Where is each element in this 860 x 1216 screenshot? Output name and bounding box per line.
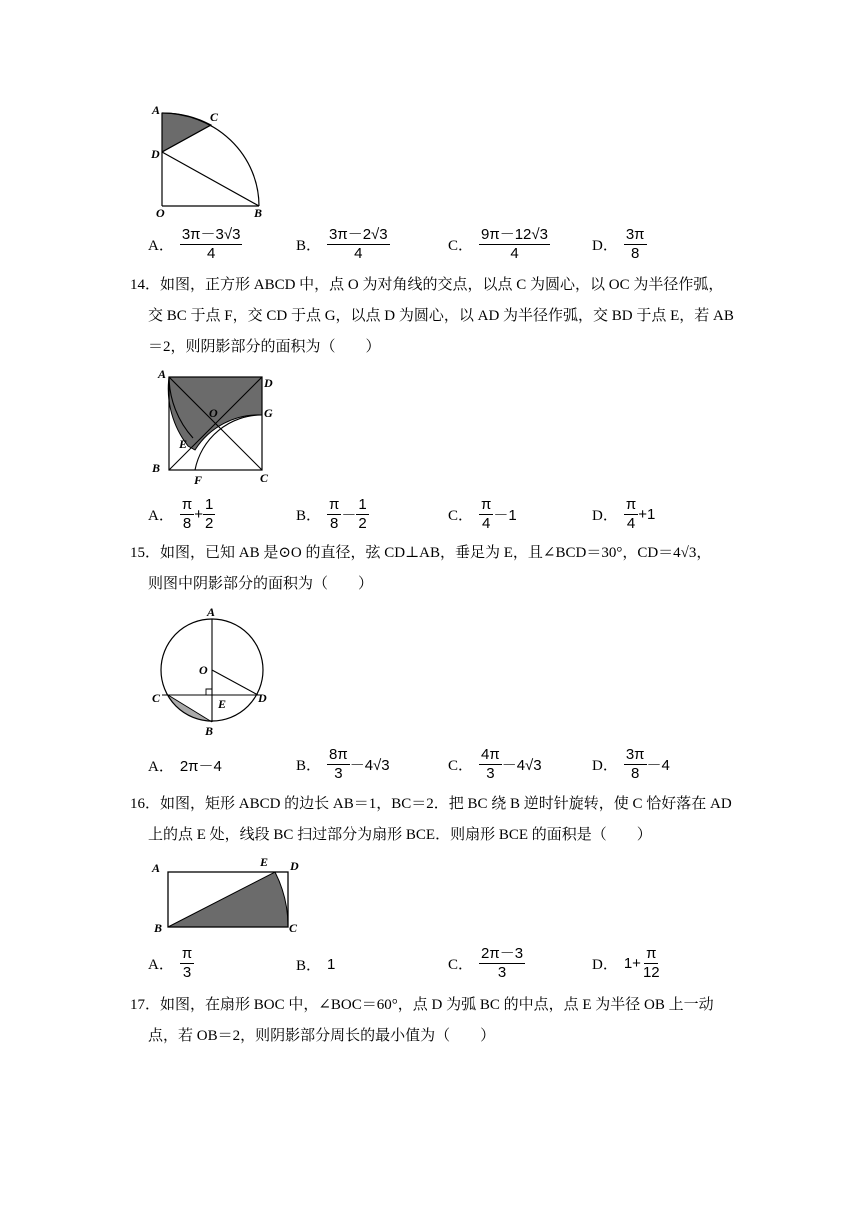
q15-label-a: A [207,605,216,619]
q14-label-g: G [264,406,273,420]
q15-text [130,538,750,600]
q16-option-d: D． 1+ $\frac{\pi}{12}$ [592,945,660,981]
q13-label-b: B [254,206,263,220]
q17-text [130,990,750,1052]
q15-label-o: O [199,663,208,677]
q13-figure [148,100,278,220]
q14-option-d: D． $\frac{\pi}{4}$ +1 [592,496,656,532]
q16-label-e: E [260,855,269,869]
q13-label-c: C [210,110,219,124]
q16-option-b: B． 1 [296,956,336,974]
q15-line-1: 15．如图，已知 AB 是⊙O 的直径，弦 CD⊥AB，垂足为 E，且∠BCD＝30°，CD＝4√3， [130,545,712,561]
q15-label-e: E [218,697,227,711]
q16-label-d: D [290,859,299,873]
q13-label-o: O [156,206,165,220]
q16-option-c: C． $\frac{2\pi-3}{3}$ [448,945,524,981]
q14-option-c: C． $\frac{\pi}{4}$ －1 [448,496,517,532]
q16-line-1: 16．如图，矩形 ABCD 的边长 AB＝1，BC＝2．把 BC 绕 B 逆时针旋转，使 C 恰好落在 AD [130,796,732,812]
q15-label-b: B [205,724,214,738]
q16-figure [148,852,308,940]
q15-label-d: D [258,691,267,705]
q16-label-a: A [152,861,161,875]
q14-label-e: E [179,437,188,451]
q13-option-b: B． $\frac{3\pi-2√3}{4}$ [296,226,388,262]
q13-option-a: A． $\frac{3\pi-3√3}{4}$ [148,226,241,262]
q15-option-d: D． $\frac{3\pi}{8}$ －4 [592,746,670,782]
q15-figure [148,604,278,739]
q15-option-a: A． 2π－4 [148,758,222,775]
q15-line-2: 则图中阴影部分的面积为（ ） [148,576,374,592]
q15-label-c: C [152,691,161,705]
q14-label-o: O [209,406,218,420]
q14-label-b: B [152,461,161,475]
q15-option-b: B． $\frac{8\pi}{3}$ －4√3 [296,746,390,782]
q16-option-a: A． $\frac{\pi}{3}$ [148,945,193,981]
q16-line-2: 上的点 E 处，线段 BC 扫过部分为扇形 BCE．则扇形 BCE 的面积是（ ） [148,827,652,843]
q14-label-d: D [264,376,273,390]
q14-option-a: A． $\frac{\pi}{8}$ + $\frac{1}{2}$ [148,496,214,532]
q13-option-c: C． $\frac{9\pi-12√3}{4}$ [448,226,548,262]
q17-line-2: 点，若 OB＝2，则阴影部分周长的最小值为（ ） [148,1028,496,1044]
q14-line-1: 14．如图，正方形 ABCD 中，点 O 为对角线的交点，以点 C 为圆心，以 OC 为半径作弧， [130,277,724,293]
q13-label-d: D [151,147,160,161]
q14-label-f: F [194,473,203,487]
q14-option-b: B． $\frac{\pi}{8}$ － $\frac{1}{2}$ [296,496,367,532]
q13-option-d: D． $\frac{3\pi}{8}$ [592,226,645,262]
q16-text [130,789,750,851]
q14-figure [148,368,288,488]
q14-label-a: A [158,368,167,381]
q15-option-c: C． $\frac{4\pi}{3}$ －4√3 [448,746,542,782]
q16-label-c: C [289,921,298,935]
q14-line-3: ＝2，则阴影部分的面积为（ ） [148,339,381,355]
q14-text [130,270,750,363]
q14-label-c: C [260,471,269,485]
q17-line-1: 17．如图，在扇形 BOC 中，∠BOC＝60°，点 D 为弧 BC 的中点，点 E 为半径 OB 上一动 [130,997,714,1013]
q14-line-2: 交 BC 于点 F，交 CD 于点 G，以点 D 为圆心，以 AD 为半径作弧，交 BD 于点 E，若 AB [148,308,734,324]
q16-label-b: B [154,921,163,935]
q13-label-a: A [152,103,161,117]
